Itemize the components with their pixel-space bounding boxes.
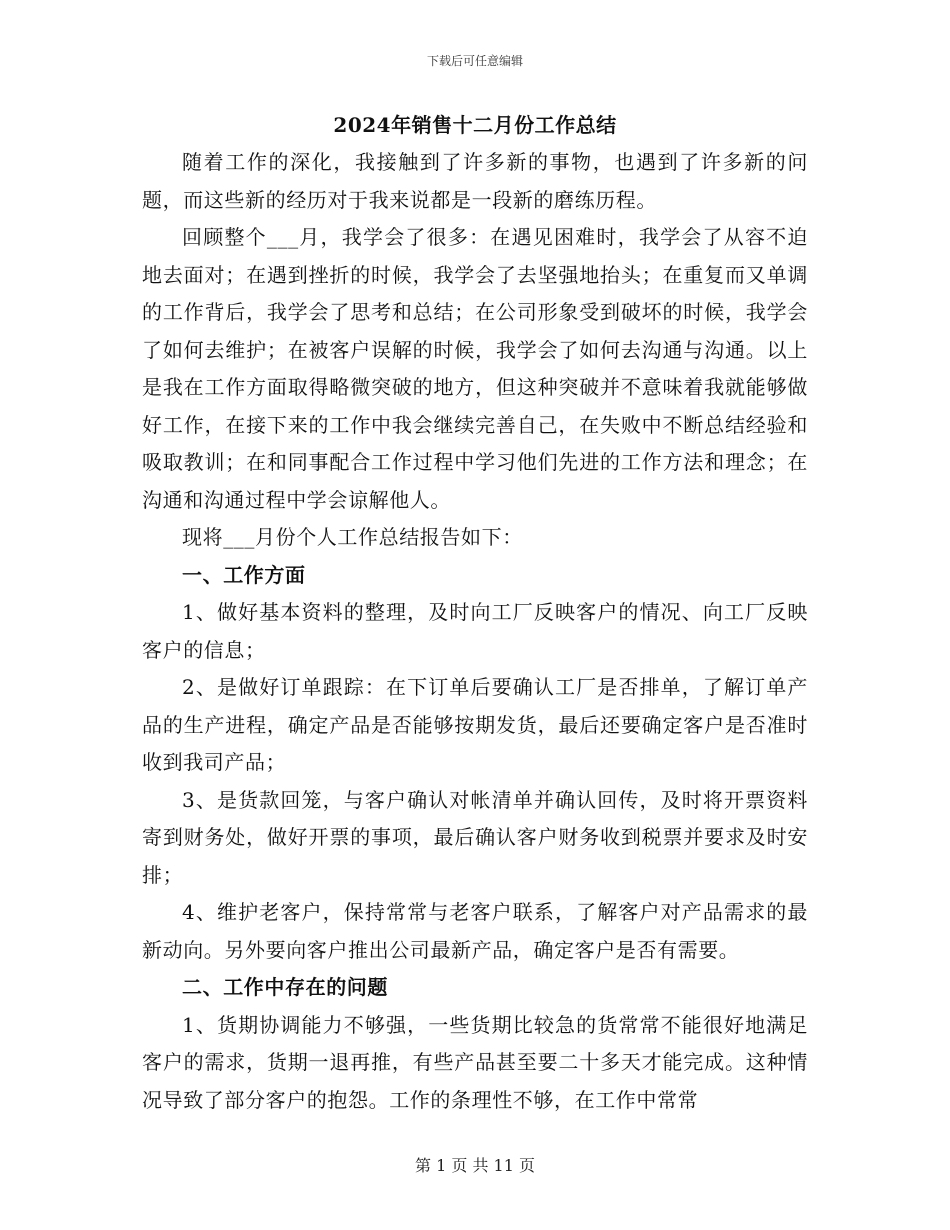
paragraph-report-lead: 现将___月份个人工作总结报告如下： — [182, 525, 523, 549]
list-item: 4、维护老客户，保持常常与老客户联系，了解客户对产品需求的最新动向。另外要向客户推出公司最新产品，确定客户是否有需要。 — [142, 900, 808, 962]
section-heading-problems: 二、工作中存在的问题 — [182, 975, 388, 999]
paragraph-intro: 随着工作的深化，我接触到了许多新的事物，也遇到了许多新的问题，而这些新的经历对于我来说都是一段新的磨练历程。 — [142, 150, 808, 212]
list-item: 2、是做好订单跟踪：在下订单后要确认工厂是否排单，了解订单产品的生产进程，确定产品是否能够按期发货，最后还要确定客户是否准时收到我司产品； — [142, 675, 808, 774]
document-body — [142, 110, 808, 1119]
list-item: 1、做好基本资料的整理，及时向工厂反映客户的情况、向工厂反映客户的信息； — [142, 600, 808, 662]
page-number: 第 1 页 共 11 页 — [415, 1156, 535, 1175]
document-title: 2024年销售十二月份工作总结 — [333, 113, 617, 137]
paragraph-review: 回顾整个___月，我学会了很多：在遇见困难时，我学会了从容不迫地去面对；在遇到挫折的时候，我学会了去坚强地抬头；在重复而又单调的工作背后，我学会了思考和总结；在公司形象受到破坏的时候，我学会了如何去维护；在被客户误解的时候，我学会了如何去沟通与沟通。以上是我在工作方面取得略微突破的地方，但这种突破并不意味着我就能够做好工作，在接下来的工作中我会继续完善自己，在失败中不断总结经验和吸取教训；在和同事配合工作过程中学习他们先进的工作方法和理念；在沟通和沟通过程中学会谅解他人。 — [142, 225, 808, 512]
section-heading-work: 一、工作方面 — [182, 562, 306, 587]
list-item: 3、是货款回笼，与客户确认对帐清单并确认回传，及时将开票资料寄到财务处，做好开票的事项，最后确认客户财务收到税票并要求及时安排； — [142, 787, 808, 887]
header-note: 下载后可任意编辑 — [426, 54, 523, 68]
list-item: 1、货期协调能力不够强，一些货期比较急的货常常不能很好地满足客户的需求，货期一退再推，有些产品甚至要二十多天才能完成。这种情况导致了部分客户的抱怨。工作的条理性不够，在工作中常常 — [142, 1012, 808, 1112]
